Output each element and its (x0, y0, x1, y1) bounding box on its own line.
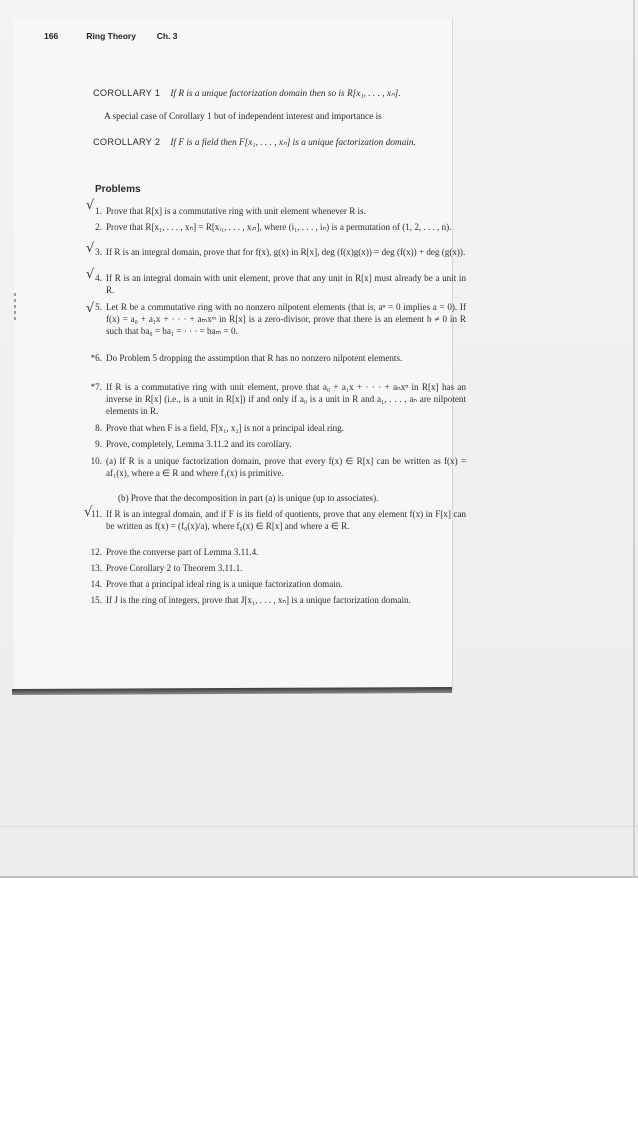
problem-text: If R is an integral domain, and if F is its field of quotients, prove that any element f(x) in F[x] can be written as f(x) = (f₀(x)/a), where f₀(x) ∈ R[x] and where a ∈ R. (106, 509, 466, 532)
problem-number: *7. (90, 382, 102, 392)
problem-text: If R is an integral domain, prove that for f(x), g(x) in R[x], deg (f(x)g(x)) = deg (f(x)) + deg (g(x)). (106, 247, 466, 257)
problem-item (78, 272, 466, 296)
problems-heading: Problems (95, 184, 141, 195)
corollary-2-text: If F is a field then F[x₁, . . . , xₙ] is a unique factorization domain. (170, 138, 416, 148)
problem-text: Prove that R[x] is a commutative ring with unit element whenever R is. (106, 206, 366, 216)
page-number: 166 (44, 31, 59, 41)
corollary-2 (93, 136, 433, 150)
problem-number: 4. (95, 273, 102, 283)
problem-text: If J is the ring of integers, prove that J[x₁, . . . , xₙ] is a unique factorization domain. (106, 595, 411, 605)
check-mark-icon: √ (86, 198, 95, 213)
problem-number: 13. (90, 563, 102, 573)
corollary-1-text: If R is a unique factorization domain then so is R[x₁, . . . , xₙ]. (170, 89, 401, 99)
problem-item (78, 205, 466, 217)
book-title: Ring Theory (86, 31, 136, 41)
problem-number: 3. (95, 247, 102, 257)
problem-number: 5. (95, 302, 102, 312)
problem-text: Prove that when F is a field, F[x₁, x₂] is not a principal ideal ring. (106, 423, 344, 433)
problem-item (78, 246, 466, 258)
problem-number: 9. (95, 439, 102, 449)
problem-item (78, 422, 466, 434)
check-mark-icon: √ (86, 241, 95, 256)
problem-number: *6. (90, 353, 102, 363)
special-case-text: A special case of Corollary 1 but of independent interest and importance is (104, 112, 382, 122)
problem-item (78, 221, 466, 233)
scan-bleed-line (0, 826, 638, 827)
problem-item (78, 594, 466, 606)
problem-text: Prove that R[x₁, . . . , xₙ] = R[xᵢ₁, . . . , xᵢₙ], where (i₁, . . . , iₙ) is a permutation of (1, 2, . . . , n). (106, 222, 452, 232)
problem-item (78, 508, 466, 532)
problem-text: If R is a commutative ring with unit element, prove that a₀ + a₁x + · · · + aₙxⁿ in R[x] has an inverse in R[x] (i.e., is a unit in R[x]) if and only if a₀ is a unit in R and a₁, . . . , aₙ are nilpotent elements in R. (106, 382, 466, 417)
check-mark-icon: √ (84, 505, 93, 520)
problem-text: Prove Corollary 2 to Theorem 3.11.1. (106, 563, 243, 573)
problem-item (78, 301, 466, 338)
problem-item (78, 562, 466, 574)
problem-number: 1. (95, 206, 102, 216)
chapter-label: Ch. 3 (156, 31, 178, 41)
problem-number: 11. (90, 509, 102, 519)
problem-text: If R is an integral domain with unit element, prove that any unit in R[x] must already be a unit in R. (106, 273, 466, 296)
problem-text: (a) If R is a unique factorization domain, prove that every f(x) ∈ R[x] can be written as f(x) = af₁(x), where a ∈ R and where f₁(x) is primitive. (106, 456, 466, 479)
problem-number: 15. (90, 595, 102, 605)
corollary-2-label: COROLLARY 2 (93, 137, 161, 147)
problem-text: Let R be a commutative ring with no nonzero nilpotent elements (that is, aⁿ = 0 implies a = 0). If f(x) = a₀ + a₁x + · · · + aₘxᵐ in R[x] is a zero-divisor, prove that there is an element b ≠ 0 in R such that ba₀ = ba₁ = · · · = baₘ = 0. (106, 302, 466, 337)
problem-number: 14. (90, 579, 102, 589)
problem-item (78, 381, 466, 418)
problem-number: 10. (90, 456, 102, 466)
problem-text: Prove the converse part of Lemma 3.11.4. (106, 547, 259, 557)
corollary-1-label: COROLLARY 1 (93, 88, 161, 98)
corollary-1 (93, 87, 443, 101)
page-header (44, 31, 178, 41)
check-mark-icon: √ (86, 301, 95, 316)
problem-item (78, 455, 466, 479)
problem-item (78, 438, 466, 450)
problem-10b-text: (b) Prove that the decomposition in part (a) is unique (up to associates). (118, 493, 379, 503)
problem-text: Do Problem 5 dropping the assumption that R has no nonzero nilpotent elements. (106, 353, 403, 363)
scan-bottom-edge (0, 876, 638, 878)
binding-marks (10, 290, 24, 330)
scan-right-edge (633, 0, 635, 878)
check-mark-icon: √ (86, 267, 95, 282)
problem-number: 12. (90, 547, 102, 557)
problem-text: Prove, completely, Lemma 3.11.2 and its corollary. (106, 439, 292, 449)
problem-item (78, 578, 466, 590)
problem-item (78, 546, 466, 558)
problem-item (78, 352, 466, 364)
problem-text: Prove that a principal ideal ring is a unique factorization domain. (106, 579, 343, 589)
problem-number: 2. (95, 222, 102, 232)
problem-number: 8. (95, 423, 102, 433)
